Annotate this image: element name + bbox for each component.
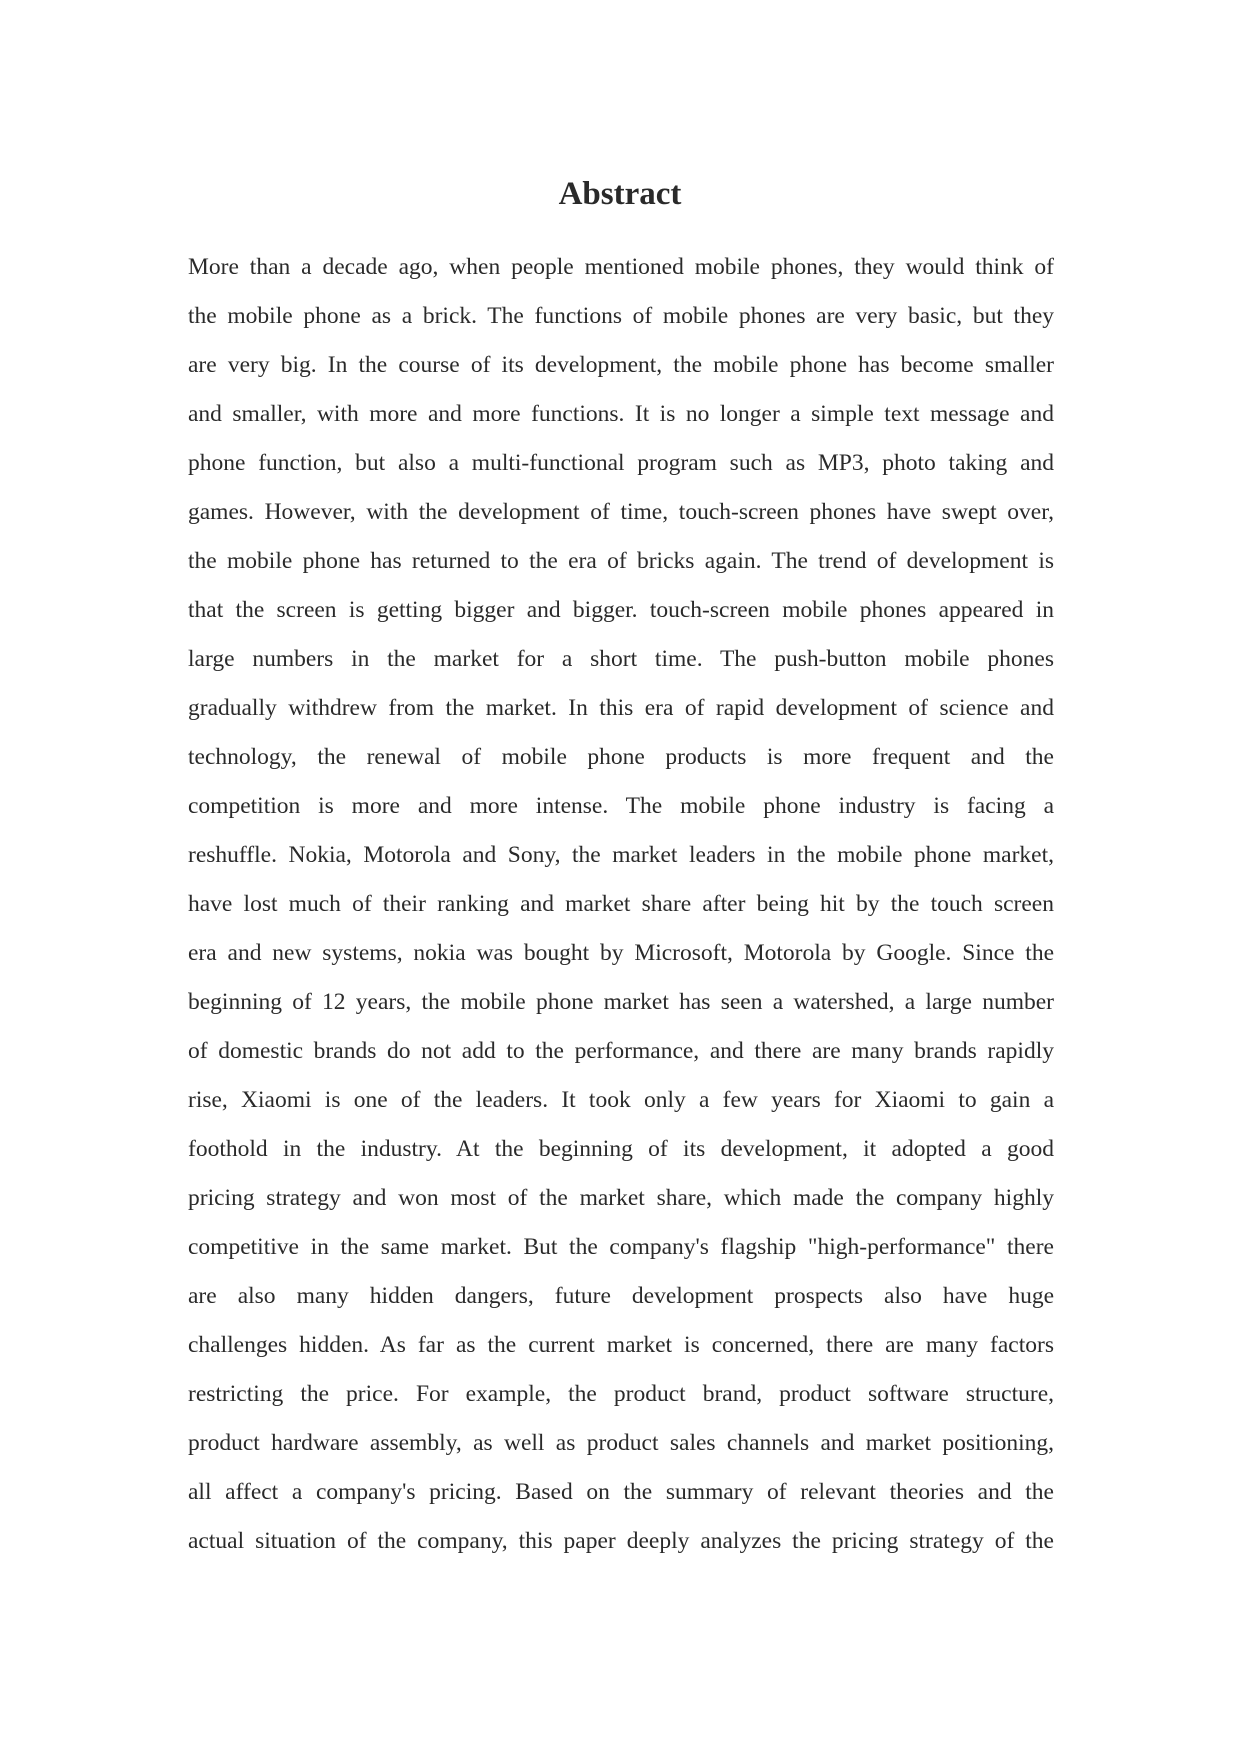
abstract-text-line: large numbers in the market for a short time. The push-button mobile phones — [188, 646, 1054, 672]
abstract-text-line: technology, the renewal of mobile phone products is more frequent and the — [188, 744, 1054, 770]
abstract-text-line: the mobile phone has returned to the era of bricks again. The trend of development is — [188, 548, 1054, 574]
abstract-text-line: the mobile phone as a brick. The functions of mobile phones are very basic, but they — [188, 303, 1054, 329]
abstract-text-line: are very big. In the course of its development, the mobile phone has become smaller — [188, 352, 1054, 378]
abstract-text-line: all affect a company's pricing. Based on the summary of relevant theories and the — [188, 1479, 1054, 1505]
abstract-text-line: pricing strategy and won most of the market share, which made the company highly — [188, 1185, 1054, 1211]
abstract-text-line: and smaller, with more and more functions. It is no longer a simple text message and — [188, 401, 1054, 427]
abstract-text-line: that the screen is getting bigger and bigger. touch-screen mobile phones appeared in — [188, 597, 1054, 623]
abstract-text-line: beginning of 12 years, the mobile phone market has seen a watershed, a large number — [188, 989, 1054, 1015]
abstract-text-line: foothold in the industry. At the beginning of its development, it adopted a good — [188, 1136, 1054, 1162]
abstract-text-line: are also many hidden dangers, future development prospects also have huge — [188, 1283, 1054, 1309]
abstract-text-line: competitive in the same market. But the company's flagship "high-performance" there — [188, 1234, 1054, 1260]
abstract-text-line: have lost much of their ranking and market share after being hit by the touch screen — [188, 891, 1054, 917]
abstract-text-line: of domestic brands do not add to the performance, and there are many brands rapidly — [188, 1038, 1054, 1064]
abstract-text-line: rise, Xiaomi is one of the leaders. It took only a few years for Xiaomi to gain a — [188, 1087, 1054, 1113]
abstract-text-line: actual situation of the company, this paper deeply analyzes the pricing strategy of the — [188, 1528, 1054, 1554]
abstract-text-line: gradually withdrew from the market. In this era of rapid development of science and — [188, 695, 1054, 721]
abstract-body — [188, 243, 1054, 1566]
abstract-text-line: era and new systems, nokia was bought by Microsoft, Motorola by Google. Since the — [188, 940, 1054, 966]
abstract-text-line: product hardware assembly, as well as product sales channels and market positioning, — [188, 1430, 1054, 1456]
abstract-text-line: competition is more and more intense. The mobile phone industry is facing a — [188, 793, 1054, 819]
abstract-text-line: reshuffle. Nokia, Motorola and Sony, the market leaders in the mobile phone market, — [188, 842, 1054, 868]
abstract-text-line: More than a decade ago, when people mentioned mobile phones, they would think of — [188, 254, 1054, 280]
abstract-text-line: restricting the price. For example, the product brand, product software structure, — [188, 1381, 1054, 1407]
abstract-text-line: challenges hidden. As far as the current market is concerned, there are many factors — [188, 1332, 1054, 1358]
abstract-text-line: phone function, but also a multi-functional program such as MP3, photo taking and — [188, 450, 1054, 476]
abstract-text-line: games. However, with the development of time, touch-screen phones have swept over, — [188, 499, 1054, 525]
abstract-title: Abstract — [558, 176, 682, 212]
